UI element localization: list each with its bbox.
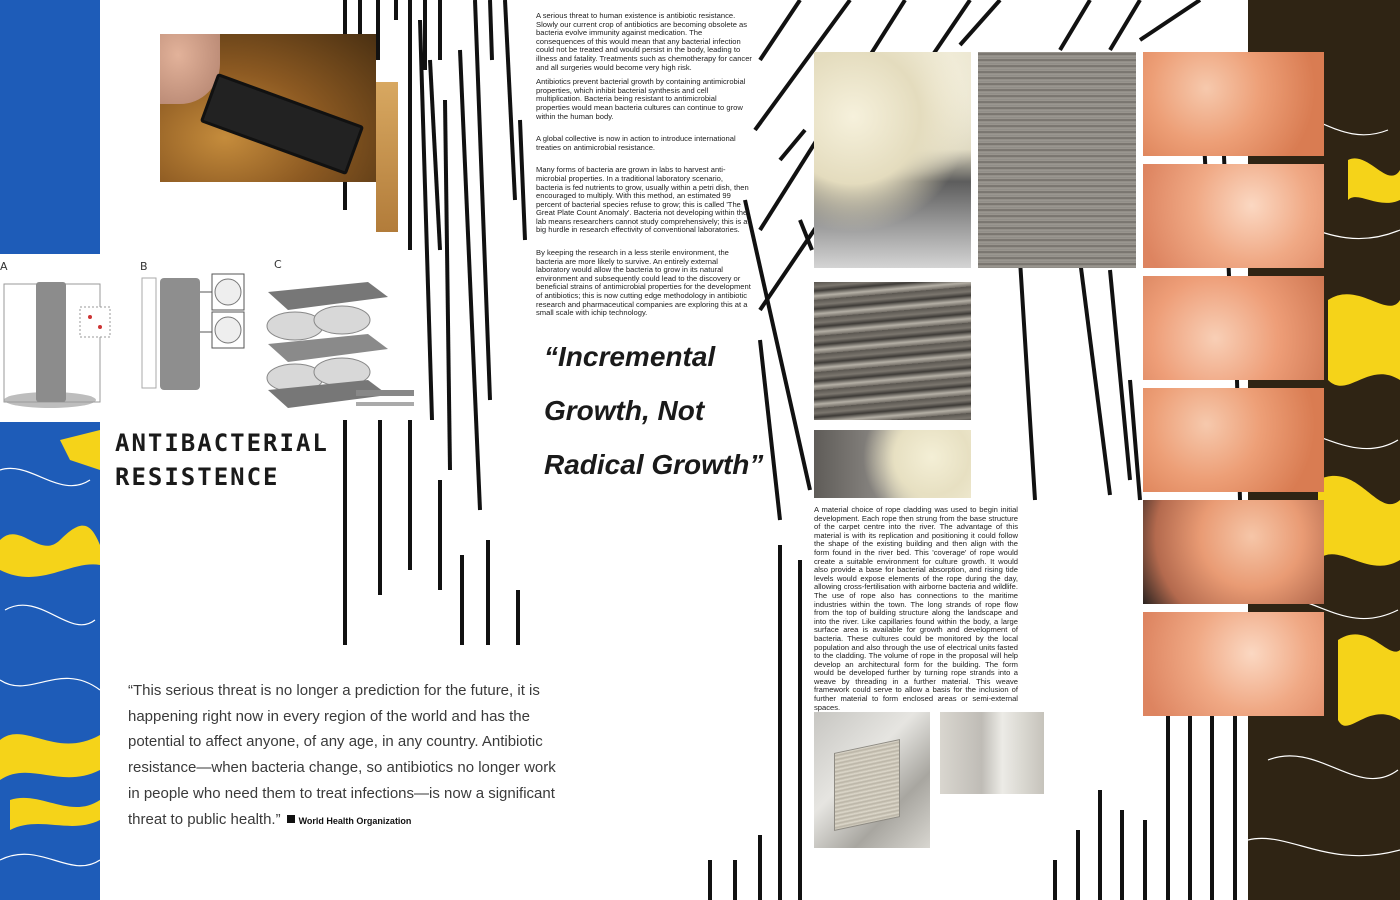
diagram-label-b: B — [140, 260, 148, 273]
pull-quote-line-3: Radical Growth” — [544, 449, 764, 480]
culture-photo-5 — [1143, 500, 1324, 604]
rope-culture-photo-2 — [978, 52, 1136, 268]
rope-culture-photo-3 — [814, 282, 971, 420]
photo-sliver — [376, 82, 398, 232]
culture-photo-4 — [1143, 388, 1324, 492]
square-bullet — [287, 815, 295, 823]
model-photo-2 — [940, 712, 1044, 794]
title-line-1: ANTIBACTERIAL — [115, 429, 329, 457]
pull-quote-line-2: Growth, Not — [544, 395, 705, 426]
paragraph-3: A global collective is now in action to introduce international treaties on antimicrobial resistance. — [536, 134, 736, 152]
paragraph-5: By keeping the research in a less sterile environment, the bacteria are more likely to survive. An entirely external laboratory would allow the bacteria to grow in its natural environment and subsequently could lead to the discovery or beneficial strains of antimicrobial properties for the development of antibiotics; this is now cutting edge methodology in antibiotic research and pharmaceutical companies are exploring this at a small scale with ichip technology. — [536, 248, 751, 318]
paragraph-4: Many forms of bacteria are grown in labs to harvest anti-microbial properties. In a traditional laboratory scenario, bacteria is fed nutrients to grow, usually within a petri dish, then encouraged to multiply. With this method, an estimated 99 percent of bacterial species refuse to grow; this is called 'The Great Plate Count Anomaly'. Bacteria not developing within the lab means researchers cannot study comprehensively; this is a big hurdle in research effectivity of conventional laboratories. — [536, 165, 749, 235]
intro-text-column — [536, 12, 752, 324]
paragraph-2: Antibiotics prevent bacterial growth by containing antimicrobial properties, which inhibit bacterial synthesis and cell multiplication. Bacteria being resistant to antimicrobial properties would mean bacteria cultures can continue to grow within the human body. — [536, 77, 746, 121]
rope-culture-photo-4 — [814, 430, 971, 498]
diagram-label-a: A — [0, 260, 8, 273]
model-photo-1 — [814, 712, 930, 848]
culture-photo-3 — [1143, 276, 1324, 380]
ichip-plate — [200, 73, 364, 175]
culture-photo-2 — [1143, 164, 1324, 268]
who-quote — [128, 678, 558, 834]
page-title — [115, 426, 329, 494]
ichip-diagram — [0, 262, 420, 422]
rope-culture-photo-1 — [814, 52, 971, 268]
model-cube — [834, 739, 900, 831]
who-quote-source: World Health Organization — [298, 815, 412, 826]
ichip-device-photo — [160, 34, 376, 182]
who-quote-text: “This serious threat is no longer a prediction for the future, it is happening right now in every region of the world and has the potential to affect anyone, of any age, in any country. Antibiotic resistance—when bacteria change, so antibiotics no longer work in people who need them to treat infections—is now a significant threat to public health.” — [128, 682, 556, 828]
culture-photo-1 — [1143, 52, 1324, 156]
title-line-2: RESISTENCE — [115, 463, 280, 491]
pull-quote-line-1: “Incremental — [544, 341, 716, 372]
paragraph-1: A serious threat to human existence is antibiotic resistance. Slowly our current crop of antibiotics are becoming obsolete as bacteria evolve immunity against medication. The consequences of this would mean that any bacterial infection could not be treated and would persist in the body, leading to illness and fatality. Treatments such as chemotherapy for cancer and all surgeries would become very high risk. — [536, 11, 752, 72]
rope-cladding-text: A material choice of rope cladding was used to begin initial development. Each rope then strung from the base structure of the carpet centre into the river. The advantage of this material is with its replication and positioning it could follow the shape of the existing building and then align with the form found in the river bed. This 'coverage' of rope would create a suitable environment for culture growth. It would also provide a base for bacterial absorption, and rising tide levels would expose elements of the rope during the day, allowing cross-fertilisation with airborne bacteria and wildlife. The use of rope also has connections to the maritime industries within the town. The long strands of rope flow from the top of building structure along the landscape and into the river. Like capillaries found within the body, a large surface area is available for growth and development of bacteria. These cultures could be monitored by the local population and also through the use of electrical units fasted to the cladding. The volume of rope in the proposal will help develop an architectural form for the building. The form would be developed further by turning rope strands into a weave by threading in a further material. This weave framework could serve to allow a basis for the inclusion of further material to form enclosed areas or semi-external spaces. — [814, 505, 1018, 712]
diagram-label-c: C — [274, 258, 282, 271]
culture-photo-6 — [1143, 612, 1324, 716]
pull-quote — [544, 330, 784, 492]
